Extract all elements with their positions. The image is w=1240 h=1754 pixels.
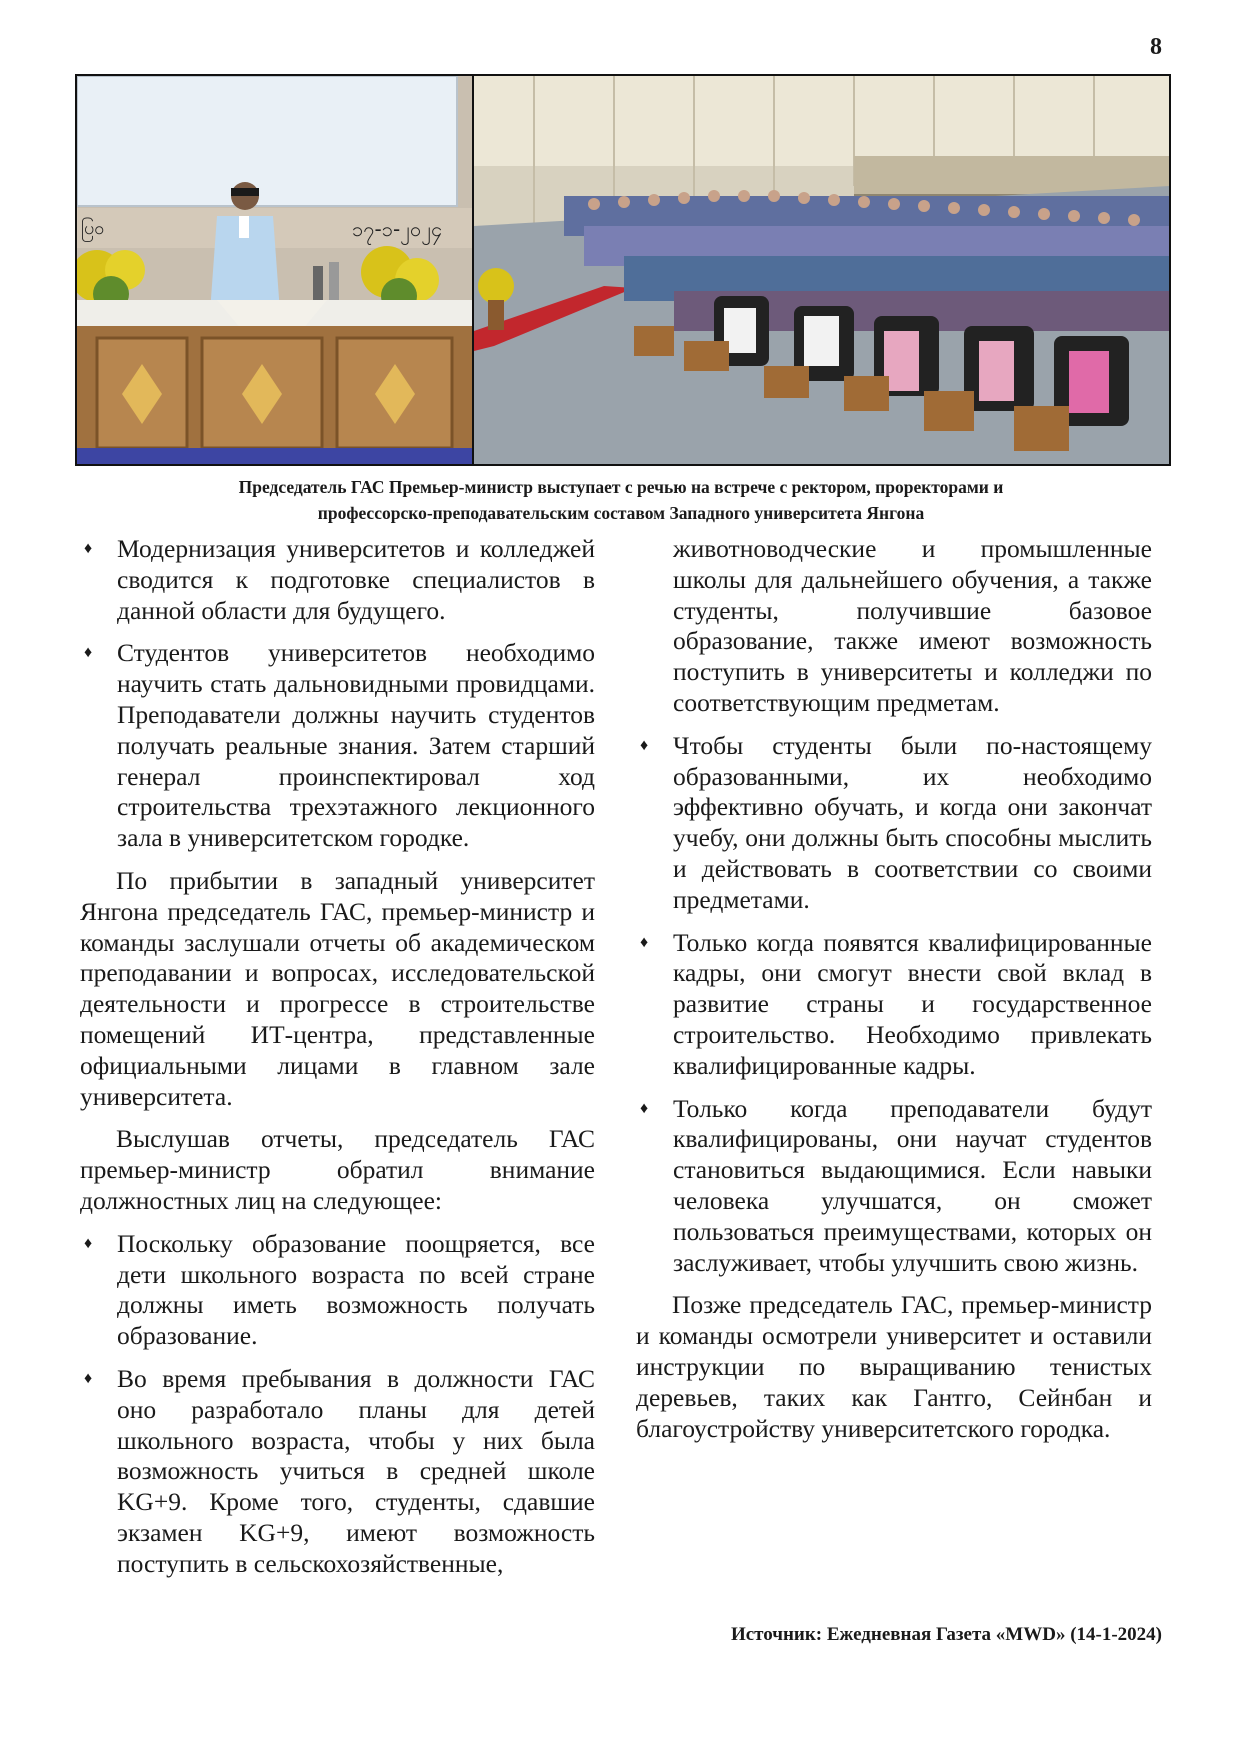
bullet-text: Студентов университетов необходимо научить стать дальновидными провидцами. Преподаватели должны научить студентов получать реальные знания. Затем старший генерал проинспектировал ход строительства трехэтажного лекционного зала в университетском городке. (117, 638, 595, 853)
banner-date: ၁၇-၁-၂၀၂၄ (352, 217, 443, 241)
caption-line-1: Председатель ГАС Премьер-министр выступает с речью на встрече с ректором, проректорами и (238, 477, 1004, 497)
bullet-text: Во время пребывания в должности ГАС оно разработало планы для детей школьного возраста, чтобы у них была возможность учиться в средней школе KG+9. Кроме того, студенты, сдавшие экзамен KG+9, имеют возможность поступить в сельскохозяйственные, (117, 1363, 595, 1578)
caption-line-2: профессорско-преподавательским составом Западного университета Янгона (317, 503, 925, 523)
audience-photo (474, 76, 1169, 464)
bullet-item (636, 1094, 1152, 1279)
diamond-bullet-icon: ♦ (84, 1369, 93, 1387)
bullet-item (80, 1229, 595, 1352)
paragraph: Выслушав отчеты, председатель ГАС премьер-министр обратил внимание должностных лиц на следующее: (80, 1124, 595, 1215)
screen-text: ပြ၀ (81, 218, 105, 239)
paragraph: Позже председатель ГАС, премьер-министр и команды осмотрели университет и оставили инструкции по выращиванию тенистых деревьев, таких как Гантго, Сейнбан и благоустройству университетского городка. (636, 1290, 1152, 1443)
bullet-continuation: животноводческие и промышленные школы для дальнейшего обучения, а также студенты, получившие базовое образование, также имеют возможность поступить в университеты и колледжи по соответствующим предметам. (673, 534, 1152, 717)
bullet-text: Поскольку образование поощряется, все дети школьного возраста по всей стране должны иметь возможность получать образование. (117, 1228, 595, 1351)
photo-strip (75, 74, 1171, 466)
diamond-bullet-icon: ♦ (84, 644, 93, 662)
bullet-text: Только когда преподаватели будут квалифицированы, они научат студентов становиться выдающимися. Если навыки человека улучшатся, он сможет пользоваться преимуществами, которых он заслуживает, чтобы улучшить свою жизнь. (673, 1093, 1152, 1277)
left-column (80, 534, 595, 1592)
diamond-bullet-icon: ♦ (640, 933, 649, 951)
source-credit: Источник: Ежедневная Газета «MWD» (14-1-2024) (730, 1624, 1162, 1645)
bullet-item (80, 1364, 595, 1580)
bullet-item (636, 731, 1152, 916)
bullet-text: Только когда появятся квалифицированные кадры, они смогут внести свой вклад в развитие страны и государственное строительство. Необходимо привлекать квалифицированные кадры. (673, 927, 1152, 1080)
diamond-bullet-icon: ♦ (84, 1234, 93, 1252)
bullet-text: Модернизация университетов и колледжей сводится к подготовке специалистов в данной области для будущего. (117, 534, 595, 625)
diamond-bullet-icon: ♦ (640, 736, 649, 754)
right-column (636, 534, 1152, 1456)
paragraph: По прибытии в западный университет Янгона председатель ГАС, премьер-министр и команды заслушали отчеты об академическом преподавании и вопросах, исследовательской деятельности и прогрессе в строительстве помещений ИТ-центра, представленные официальными лицами в главном зале университета. (80, 865, 595, 1111)
speaker-photo (77, 76, 472, 464)
bullet-item (80, 534, 595, 626)
diamond-bullet-icon: ♦ (640, 1099, 649, 1117)
bullet-item (80, 638, 595, 854)
bullet-text: Чтобы студенты были по-настоящему образованными, их необходимо эффективно обучать, и когда они закончат учебу, они должны быть способны мыслить и действовать в соответствии со своими предметами. (673, 730, 1152, 914)
photo-caption (75, 474, 1167, 526)
bullet-item (636, 928, 1152, 1082)
diamond-bullet-icon: ♦ (84, 540, 93, 557)
page-number: 8 (1150, 34, 1162, 60)
